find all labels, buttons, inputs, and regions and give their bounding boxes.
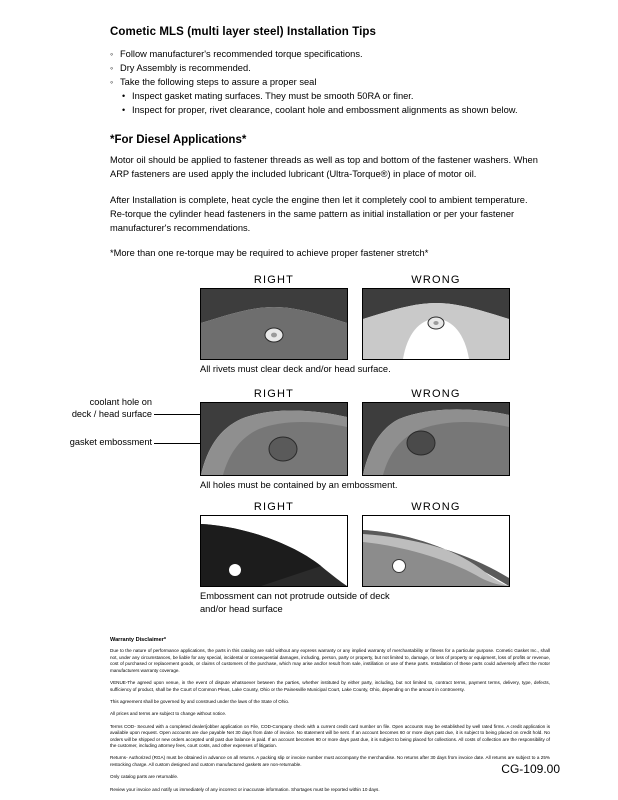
- warranty-heading: Warranty Disclaimer*: [110, 637, 167, 644]
- figure-group: [69, 274, 510, 615]
- diesel-paragraph-2: After Installation is complete, heat cycle the engine then let it completely cool to ambient temperature. Re-torque the cylinder head fasteners in the same pattern as initial installation or per your fastener manufacturer's recommendations.: [110, 194, 528, 234]
- protrusion-wrong-diagram: [363, 516, 509, 586]
- list-item: ◦ Follow manufacturer's recommended torque specifications.: [110, 47, 578, 61]
- warranty-paragraph: All prices and terms are subject to change without notice.: [110, 711, 227, 717]
- figure-image-wrong-rivet: [362, 288, 510, 360]
- annotation-coolant-hole-line2: deck / head surface: [71, 408, 152, 419]
- figure-label-wrong: WRONG: [411, 274, 461, 287]
- annotation-coolant-hole-line1: coolant hole on: [89, 396, 152, 407]
- figure-label-wrong: WRONG: [411, 501, 461, 514]
- warranty-paragraph: Returns- Authorized (RGA) must be obtained in advance on all returns. A packing slip or invoice number must accompany the merchandise. No returns after 30 days from invoice date. All returns are subject to a 25% restocking charge. All custom designed and custom manufactured gaskets are non-returnable.: [110, 755, 550, 767]
- tips-list: [110, 47, 578, 89]
- figure-row-protrusion: [200, 501, 510, 587]
- diesel-heading: *For Diesel Applications*: [110, 134, 247, 146]
- figure-image-wrong-protrusion: [362, 515, 510, 587]
- retorque-note: *More than one re-torque may be required to achieve proper fastener stretch*: [110, 248, 429, 259]
- list-item: • Inspect for proper, rivet clearance, coolant hole and embossment alignments as shown below.: [122, 103, 578, 117]
- page-title: Cometic MLS (multi layer steel) Installation Tips: [110, 26, 377, 38]
- figure-image-wrong-embossment: [362, 402, 510, 476]
- figure-label-right: RIGHT: [253, 387, 295, 400]
- warranty-paragraph: This agreement shall be governed by and construed under the laws of the State of Ohio.: [110, 698, 290, 704]
- list-item: • Inspect gasket mating surfaces. They must be smooth 50RA or finer.: [122, 89, 578, 103]
- annotation-gasket-embossment: [32, 436, 152, 448]
- figure-right-holes: [200, 388, 348, 476]
- annotation-gasket-embossment-label: gasket embossment: [69, 436, 152, 447]
- figure-right-rivets: [200, 274, 348, 360]
- rivet-clearance-right-diagram: [201, 289, 347, 359]
- warranty-paragraph: VENUE-The agreed upon venue, in the event of dispute whatsoever between the parties, whether instituted by either party, including, but not limited to, contract terms, payment terms, delivery, type, defects, sufficiency of product, shall be the Court of Common Pleas, Lake County, Ohio or the Painesville Municipal Court, Lake County, Ohio, depending on the amount in controversy.: [110, 680, 550, 692]
- warranty-paragraph: Only catalog parts are returnable.: [110, 774, 179, 780]
- figure-caption-holes: All holes must be contained by an embossment.: [200, 479, 398, 490]
- figure-image-right-embossment: [200, 402, 348, 476]
- figure-wrong-holes: [362, 388, 510, 476]
- annotation-coolant-hole: [32, 396, 152, 420]
- figure-right-protrusion: [200, 501, 348, 587]
- figure-caption-protrusion-line2: and/or head surface: [200, 603, 283, 614]
- figure-caption-protrusion: [200, 590, 510, 615]
- figure-caption-protrusion-line1: Embossment can not protrude outside of deck: [200, 591, 390, 602]
- figure-caption-rivets: All rivets must clear deck and/or head surface.: [200, 364, 391, 375]
- warranty-paragraph: Terms COD- Secured with a completed dealer/jobber application on File, COD-Company check with a current credit card number on file. Open accounts may be established by well rated firms. A credit application is available upon request. Open accounts are due payable Net 30 days from date of invoice. No statement will be sent. If an account becomes 60 or more days past due, it is subject to being placed on credit hold. No orders will be shipped or new orders accepted until past due balance is paid. If an account becomes 90 or more days past due, it is subject to being placed for collections. All costs of collection are the responsibility of the customer, including attorney fees, court costs, and other expenses of litigation.: [110, 723, 550, 748]
- figure-row-holes: [69, 387, 510, 476]
- figure-wrong-rivets: [362, 274, 510, 360]
- warranty-paragraph: Due to the nature of performance applications, the parts in this catalog are sold without any express warranty or any implied warranty of merchantability or fitness for a particular purpose. Cometic Gasket Inc., shall not, under any circumstances, be liable for any special, incidental or consequential damages, including, person, party or property, but not limited to, damage, or loss of property or equipment, loss of profits or revenue, cost of purchased or replacement goods, or claims of customers of the purchase, which may arise and/or result from sale, instillation or use of these parts. Installation of these parts could adversely affect the motor manufacturers warranty coverage.: [110, 648, 550, 673]
- figure-label-right: RIGHT: [253, 501, 295, 514]
- figure-label-right: RIGHT: [253, 274, 295, 287]
- list-item: ◦ Take the following steps to assure a proper seal: [110, 75, 578, 89]
- figure-image-right-protrusion: [200, 515, 348, 587]
- warranty-paragraph: Review your invoice and notify us immediately of any incorrect or inaccurate information. Shortages must be reported within 10 days.: [110, 786, 380, 792]
- tips-sublist: [122, 89, 578, 117]
- figure-image-right-rivet: [200, 288, 348, 360]
- embossment-containment-wrong-diagram: [363, 403, 509, 475]
- figure-label-wrong: WRONG: [411, 387, 461, 400]
- list-item: ◦ Dry Assembly is recommended.: [110, 61, 578, 75]
- figure-row-rivets: [200, 274, 510, 360]
- document-number: CG-109.00: [501, 762, 560, 776]
- embossment-containment-right-diagram: [201, 403, 347, 475]
- warranty-disclaimer: [110, 637, 550, 793]
- rivet-clearance-wrong-diagram: [363, 289, 509, 359]
- figure-wrong-protrusion: [362, 501, 510, 587]
- diesel-paragraph-1: Motor oil should be applied to fastener threads as well as top and bottom of the fastener washers. When ARP fasteners are used apply the included lubricant (Ultra-Torque®) in place of motor oil.: [110, 155, 538, 180]
- protrusion-right-diagram: [201, 516, 347, 586]
